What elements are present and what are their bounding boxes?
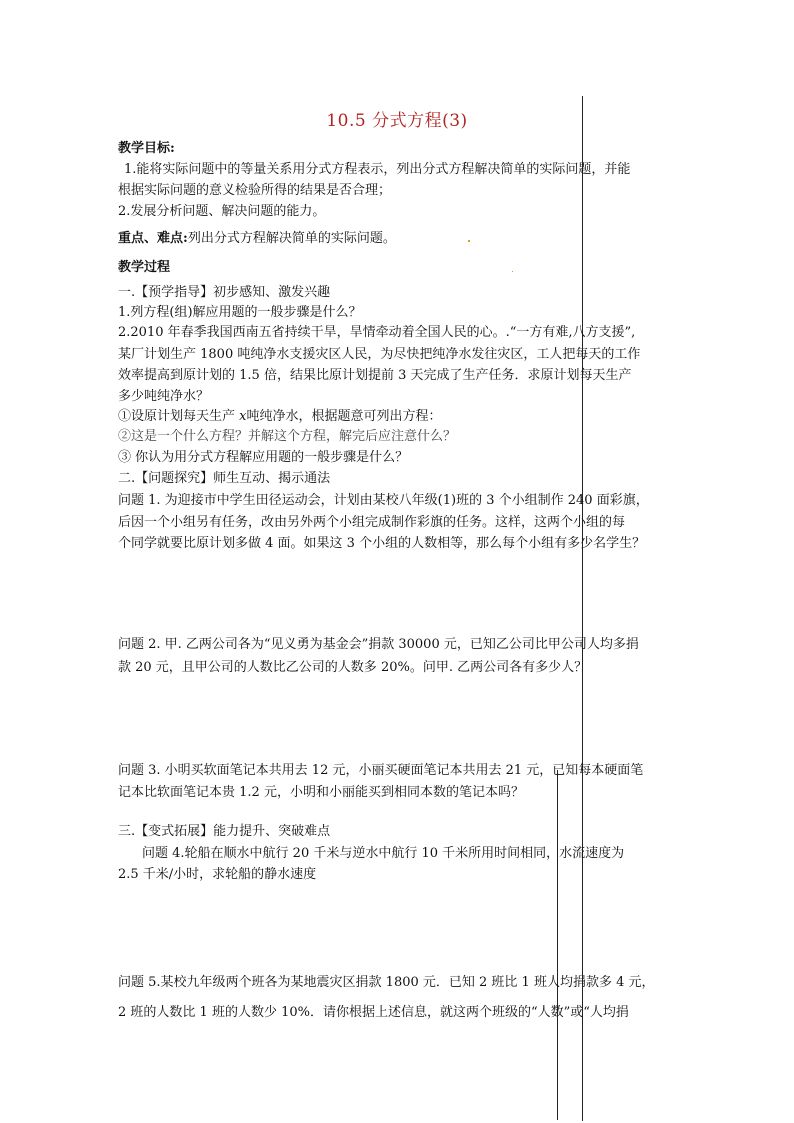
problem-5-line-2: 2 班的人数比 1 班的人数少 10%．请你根据上述信息，就这两个班级的“人数”或“人均捐 <box>118 1005 629 1020</box>
objective-1-line-1: 1.能将实际问题中的等量关系用分式方程表示，列出分式方程解决简单的实际问题，并能 <box>124 162 631 177</box>
variable-x: x <box>239 409 247 424</box>
s1-question-2-line-3: 效率提高到原计划的 1.5 倍，结果比原计划提前 3 天完成了生产任务．求原计划每天生产 <box>118 368 632 383</box>
problem-5-line-1: 问题 5.某校九年级两个班各为某地震灾区捐款 1800 元．已知 2 班比 1 班人均捐款多 4 元， <box>118 975 655 990</box>
problem-1-line-3: 个同学就要比原计划多做 4 面。如果这 3 个小组的人数相等，那么每个小组有多少名学生？ <box>118 536 646 551</box>
objective-2: 2.发展分析问题、解决问题的能力。 <box>118 204 326 219</box>
s1-question-1: 1.列方程(组)解应用题的一般步骤是什么？ <box>118 305 362 320</box>
s1-sub-question-2: ②这是一个什么方程？并解这个方程，解完后应注意什么？ <box>118 429 457 444</box>
vertical-rule-long <box>582 96 583 1121</box>
s1-question-2-line-2: 某厂计划生产 1800 吨纯净水支援灾区人民，为尽快把纯净水发往灾区，工人把每天的工作 <box>118 347 641 362</box>
s1-question-2-line-4: 多少吨纯净水？ <box>118 389 210 404</box>
keypoints-label: 重点、难点: <box>118 231 188 246</box>
problem-2-line-2: 款 20 元，且甲公司的人数比乙公司的人数多 20%。问甲. 乙两公司各有多少人？ <box>118 660 588 675</box>
section-3-heading: 三.【变式拓展】能力提升、突破难点 <box>118 824 331 839</box>
problem-4-line-1: 问题 4.轮船在顺水中航行 20 千米与逆水中航行 10 千米所用时间相同，水流速度为 <box>142 846 625 861</box>
section-2-heading: 二.【问题探究】师生互动、揭示通法 <box>118 471 331 486</box>
problem-3-line-2: 记本比软面笔记本贵 1.2 元，小明和小丽能买到相同本数的笔记本吗？ <box>118 785 524 800</box>
page-title: 10.5 分式方程(3) <box>326 111 468 131</box>
process-heading: 教学过程 <box>118 260 171 275</box>
keypoints <box>118 230 678 248</box>
keypoints-text: 列出分式方程解决简单的实际问题。 <box>187 231 396 246</box>
s1-sub-question-1: ①设原计划每天生产 x吨纯净水，根据题意可列出方程： <box>118 409 442 424</box>
s1-sub-question-3: ③ 你认为用分式方程解应用题的一般步骤是什么？ <box>118 450 409 465</box>
s1-question-2-line-1: 2.2010 年春季我国西南五省持续干旱，旱情牵动着全国人民的心。.“一方有难,八方支援”, <box>118 325 636 340</box>
problem-3-line-1: 问题 3. 小明买软面笔记本共用去 12 元，小丽买硬面笔记本共用去 21 元，已知每本硬面笔 <box>118 763 644 778</box>
problem-1-line-2: 后因一个小组另有任务，改由另外两个小组完成制作彩旗的任务。这样，这两个小组的每 <box>118 515 626 530</box>
problem-1-line-1: 问题 1. 为迎接市中学生田径运动会，计划由某校八年级(1)班的 3 个小组制作 240 面彩旗， <box>118 493 649 508</box>
section-1-heading: 一.【预学指导】初步感知、激发兴趣 <box>118 285 331 300</box>
problem-2-line-1: 问题 2. 甲. 乙两公司各为“见义勇为基金会”捐款 30000 元，已知乙公司比甲公司人均多捐 <box>118 637 639 652</box>
objectives-heading: 教学目标: <box>118 141 175 156</box>
objective-1-line-2: 根据实际问题的意义检验所得的结果是否合理； <box>118 183 392 198</box>
problem-4-line-2: 2.5 千米/小时，求轮船的静水速度 <box>118 867 317 882</box>
